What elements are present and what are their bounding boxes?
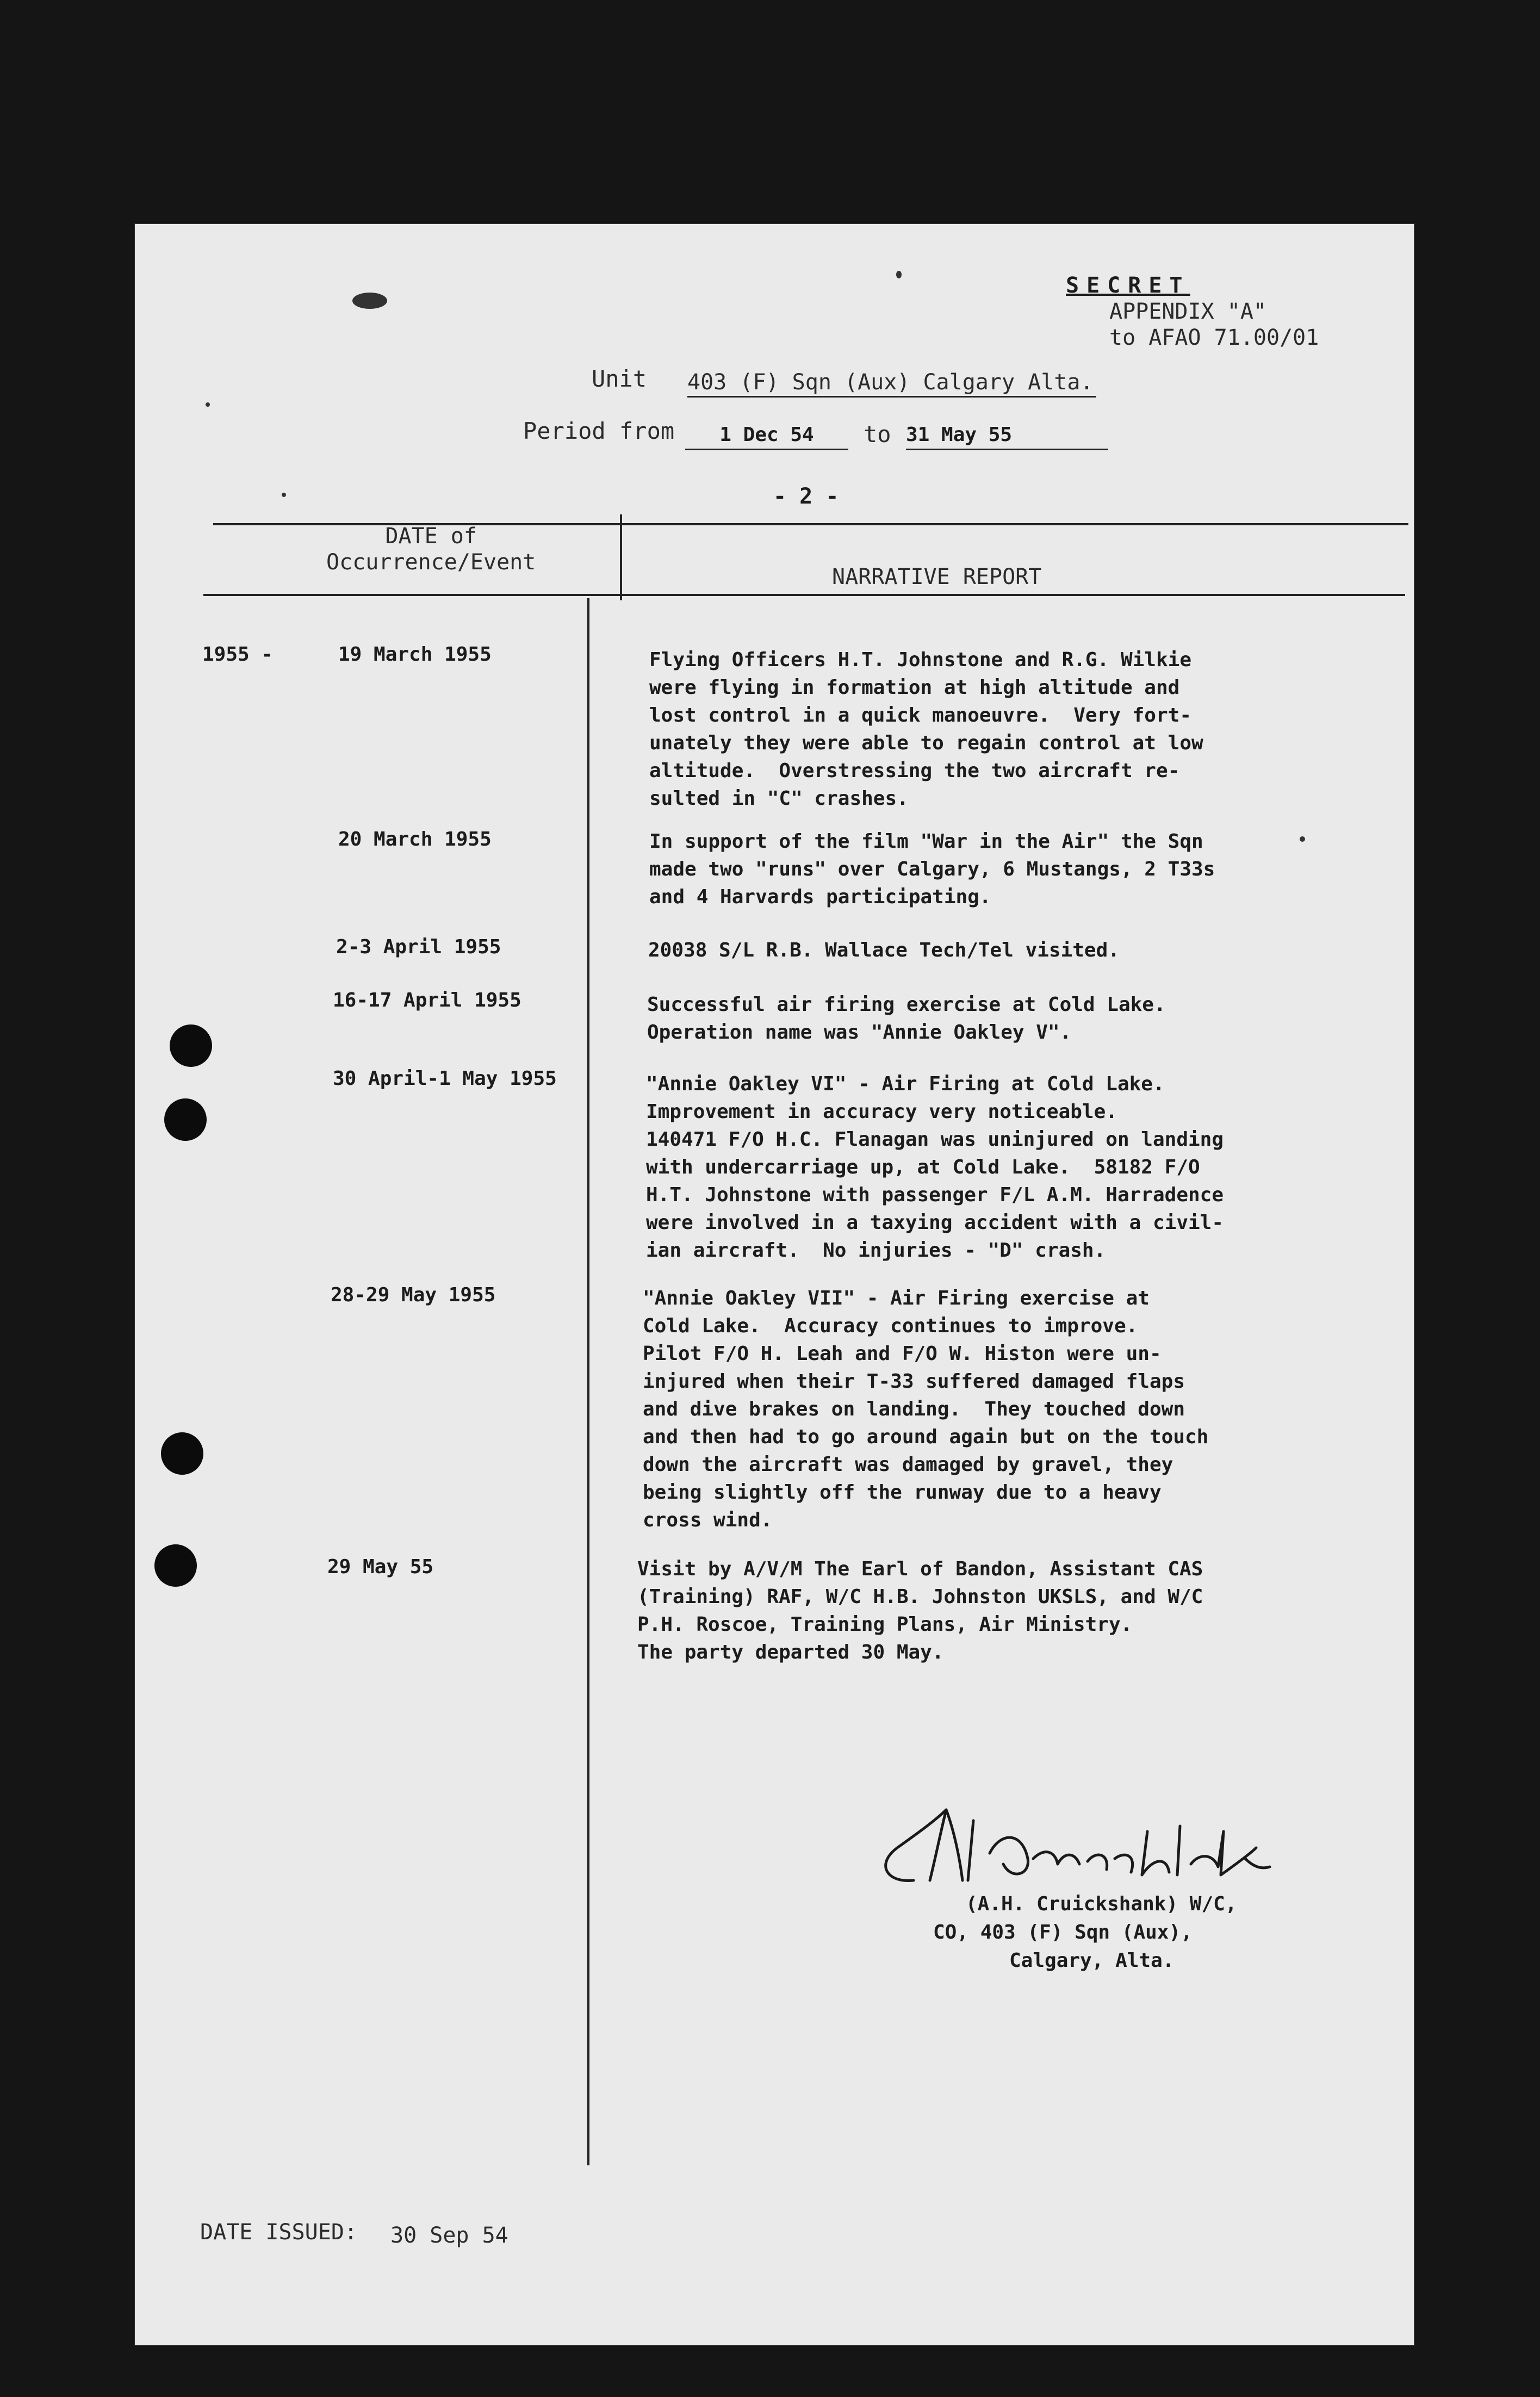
unit-value: 403 (F) Sqn (Aux) Calgary Alta.	[687, 369, 1096, 398]
punch-hole	[154, 1544, 197, 1587]
paper-speck	[896, 271, 902, 278]
entry-narrative: In support of the film "War in the Air" the Sqn made two "runs" over Calgary, 6 Mustangs, 2 T33s and 4 Harvards participating.	[649, 830, 1215, 908]
ink-blot	[352, 293, 387, 309]
period-to-label: to	[864, 421, 891, 448]
narrative-column-header: NARRATIVE REPORT	[832, 564, 1042, 589]
entry-narrative: Flying Officers H.T. Johnstone and R.G. Wilkie were flying in formation at high altitude and lost control in a quick manoeuvre. Very fort- unately they were able to regain control at low altitude. Overstressing the two aircraft re- sulted in "C" crashes.	[649, 649, 1203, 810]
entry-date: 20 March 1955	[338, 828, 492, 850]
unit-label: Unit	[592, 365, 647, 392]
date-issued-label: DATE ISSUED:	[200, 2220, 357, 2245]
entry-narrative: "Annie Oakley VI" - Air Firing at Cold Lake. Improvement in accuracy very noticeable. 140471 F/O H.C. Flanagan was uninjured on landing with undercarriage up, at Cold Lake. 58182 F/O H.T. Johnstone with passenger F/L A.M. Harradence were involved in a taxying accident with a civil- ian aircraft. No injuries - "D" crash.	[646, 1073, 1224, 1262]
date-column-header: DATE of Occurrence/Event	[326, 524, 536, 575]
paper-speck	[1300, 836, 1305, 842]
entry-narrative: Successful air firing exercise at Cold Lake. Operation name was "Annie Oakley V".	[647, 993, 1166, 1044]
entry-date: 19 March 1955	[338, 643, 492, 666]
entry-narrative: 20038 S/L R.B. Wallace Tech/Tel visited.	[648, 939, 1120, 961]
date-issued-value: 30 Sep 54	[390, 2223, 508, 2248]
signatory-title: CO, 403 (F) Sqn (Aux),	[933, 1921, 1193, 1943]
period-to-value: 31 May 55	[906, 421, 1108, 450]
column-divider	[587, 598, 589, 2165]
table-header-rule	[203, 594, 1405, 596]
column-divider	[620, 514, 622, 600]
entry-year: 1955 -	[202, 643, 274, 666]
signatory-name: (A.H. Cruickshank) W/C,	[966, 1893, 1237, 1915]
appendix-label: APPENDIX "A"	[1109, 299, 1266, 324]
paper-speck	[282, 493, 286, 497]
reference-label: to AFAO 71.00/01	[1109, 325, 1319, 350]
entry-date: 29 May 55	[327, 1556, 434, 1578]
signatory-location: Calgary, Alta.	[1009, 1949, 1175, 1972]
page-number: - 2 -	[773, 484, 839, 509]
period-from-value: 1 Dec 54	[685, 421, 848, 450]
classification-label: SECRET	[1066, 273, 1190, 298]
punch-hole	[164, 1098, 207, 1141]
paper-speck	[206, 402, 210, 407]
entry-narrative: "Annie Oakley VII" - Air Firing exercise at Cold Lake. Accuracy continues to improve. Pilot F/O H. Leah and F/O W. Histon were un- injured when their T-33 suffered damaged flaps and dive brakes on landing. They touched down and then had to go around again but on the touch down the aircraft was damaged by gravel, they being slightly off the runway due to a heavy cross wind.	[643, 1287, 1209, 1531]
entry-date: 16-17 April 1955	[333, 989, 521, 1011]
period-label: Period from	[523, 418, 675, 444]
punch-hole	[161, 1432, 203, 1475]
entry-narrative: Visit by A/V/M The Earl of Bandon, Assistant CAS (Training) RAF, W/C H.B. Johnston UKSLS, and W/C P.H. Roscoe, Training Plans, Air Ministry. The party departed 30 May.	[637, 1558, 1203, 1663]
entry-date: 2-3 April 1955	[336, 936, 501, 958]
entry-date: 28-29 May 1955	[331, 1284, 496, 1306]
punch-hole	[170, 1024, 212, 1067]
entry-date: 30 April-1 May 1955	[333, 1067, 557, 1090]
